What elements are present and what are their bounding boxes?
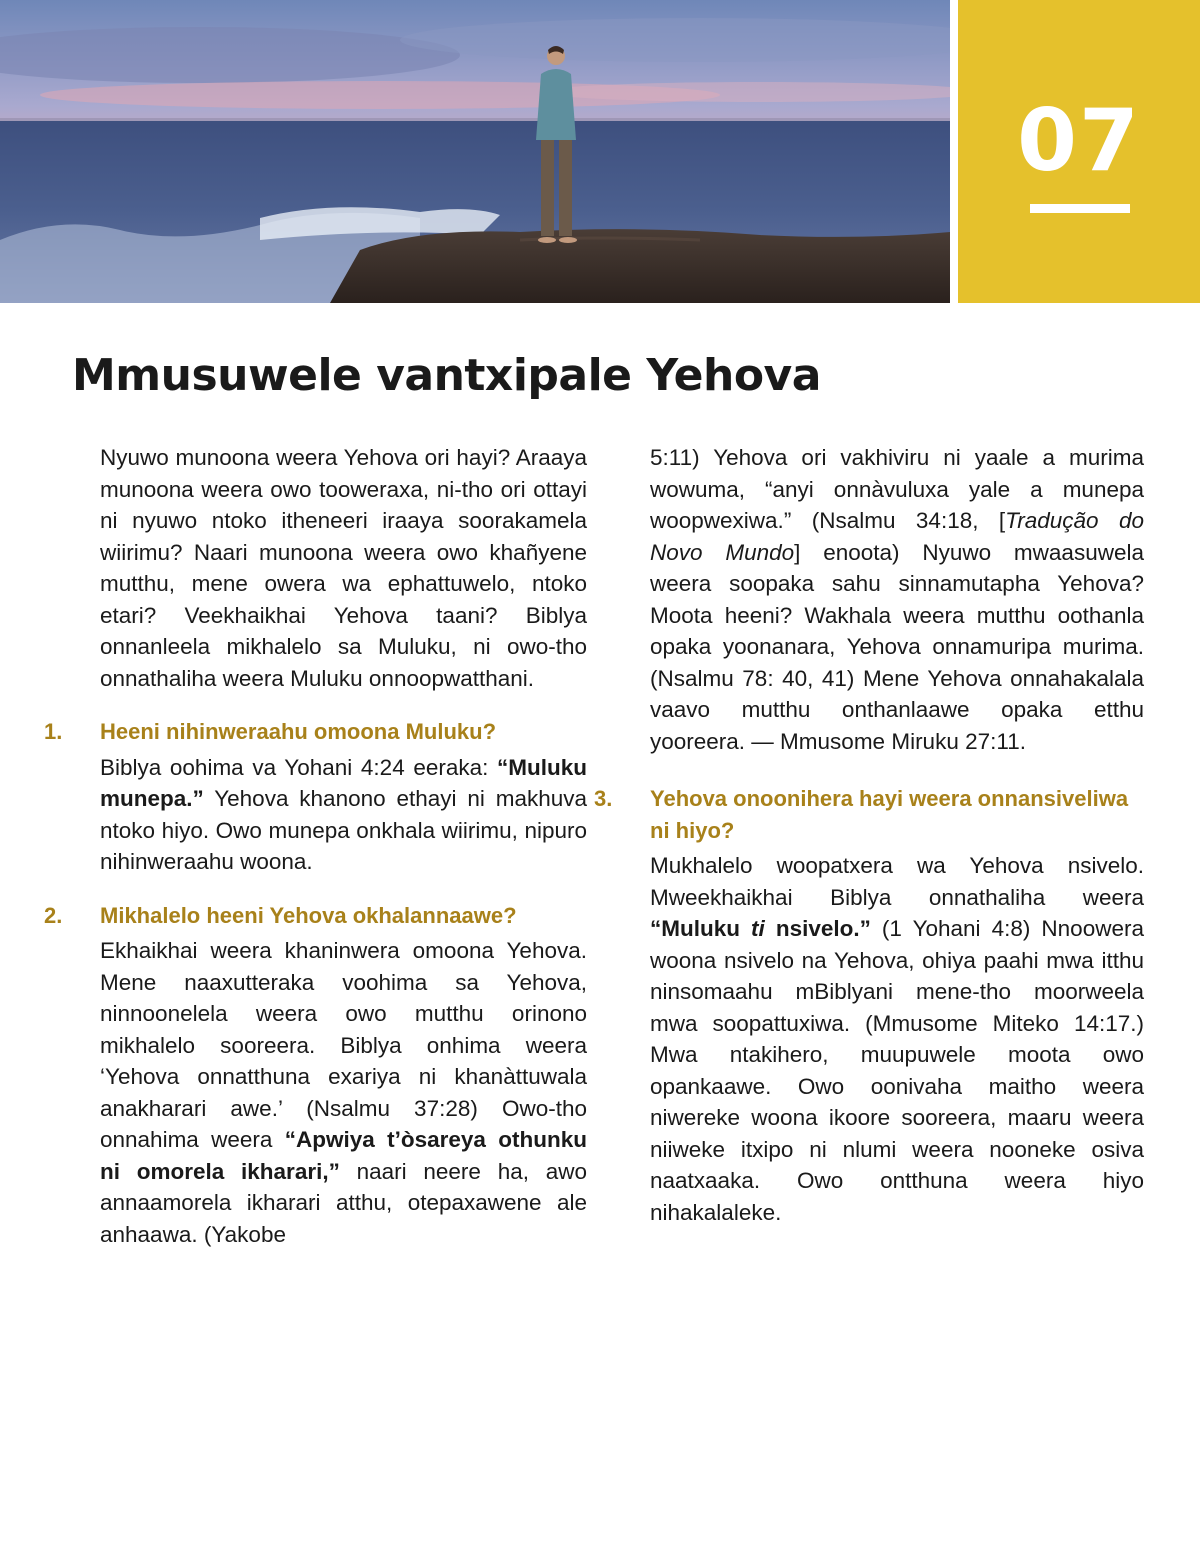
chapter-number-underline [1030,204,1130,213]
italic-translation-name: Tradução do Novo Mundo [650,508,1144,565]
hero-photo [0,0,950,303]
seaside-man-illustration [0,0,950,303]
bold-scripture-quote: “Apwiya t’òsareya othunku ni omorela ikharari,” [100,1127,588,1184]
chapter-number: 07 [1017,91,1141,191]
question-1 [44,716,587,748]
answer-paragraph-3: Mukhalelo woopatxera wa Yehova nsivelo. Mweekhaikhai Biblya onnathaliha weera “Muluku ti nsivelo.” (1 Yohani 4:8) Nnoowera woona nsivelo na Yehova, ohiya paahi mwa itthu ninsomaahu mBiblyani mene-tho moorweela mwa soopattuxiwa. (Mmusome Miteko 14:17.) Mwa ntakihero, muupuwele moota owo opankaawe. Owo oonivaha maitho weera niwereke woona ikoore sooreera, maaru weera niiweke itxipo ni nlumi weera nooneke osiva naatxaaka. Owo ontthuna weera hiyo nihakalaleke. [650,853,1144,1225]
question-text: Mikhalelo heeni Yehova okhalannaawe? [100,902,517,928]
bold-scripture-quote: “Muluku ti nsivelo.” [650,916,871,941]
question-2 [44,900,587,932]
intro-paragraph: Nyuwo munoona weera Yehova ori hayi? Araaya munoona weera owo tooweraxa, ni-tho ori ottayi ni nyuwo ntoko itheneeri iraaya soorakamela wiirimu? Naari munoona weera owo khañyene mutthu, mene owera wa ephattuwelo, ntoko etari? Veekhaikhai Yehova taani? Biblya onnanleela mikhalelo sa Muluku, ni owo-tho onnathaliha weera Muluku onnoopwatthani. [100,445,587,691]
question-number: 2. [44,902,63,928]
question-text: Yehova onoonihera hayi weera onnansiveliwa ni hiyo? [650,786,1129,843]
answer-paragraph-2: Ekhaikhai weera khaninwera omoona Yehova. Mene naaxutteraka voohima sa Yehova, ninnoonelela weera owo mutthu orinono mikhalelo sooreera. Biblya onhima weera ‘Yehova onnatthuna exariya ni khanàttuwala anakharari awe.’ (Nsalmu 37:28) Owo-tho onnahima weera “Apwiya t’òsareya othunku ni omorela ikharari,” naari neere ha, awo annaamorela ikharari atthu, otepaxawene ale anhaawa. (Yakobe [100,938,588,1247]
page-title: Mmusuwele vantxipale Yehova [72,350,821,401]
bold-scripture-quote: “Muluku munepa.” [100,754,587,811]
chapter-number-block [958,0,1200,303]
left-column [44,442,588,1250]
question-number: 3. [594,786,613,811]
right-column [594,442,1144,1228]
question-number: 1. [44,719,63,744]
question-3 [594,783,1144,846]
answer-paragraph-1: Biblya oohima va Yohani 4:24 eeraka: “Muluku munepa.” Yehova khanono ethayi ni makhuva ntoko hiyo. Owo munepa onkhala wiirimu, nipuro nihinweraahu woona. [100,754,587,874]
question-text: Heeni nihinweraahu omoona Muluku? [100,719,497,744]
answer-paragraph-2-continued: 5:11) Yehova ori vakhiviru ni yaale a murima wowuma, “anyi onnàvuluxa yale a munepa woopwexiwa.” (Nsalmu 34:18, [Tradução do Novo Mundo] enoota) Nyuwo mwaasuwela weera soopaka sahu sinnamutapha Yehova? Moota heeni? Wakhala weera mutthu oothanla opaka yoonanara, Yehova onnamuripa murima. (Nsalmu 78: 40, 41) Mene Yehova onnahakalala vaavo mutthu onthanlaawe opaka etthu yooreera. — Mmusome Miruku 27:11. [650,445,1144,754]
